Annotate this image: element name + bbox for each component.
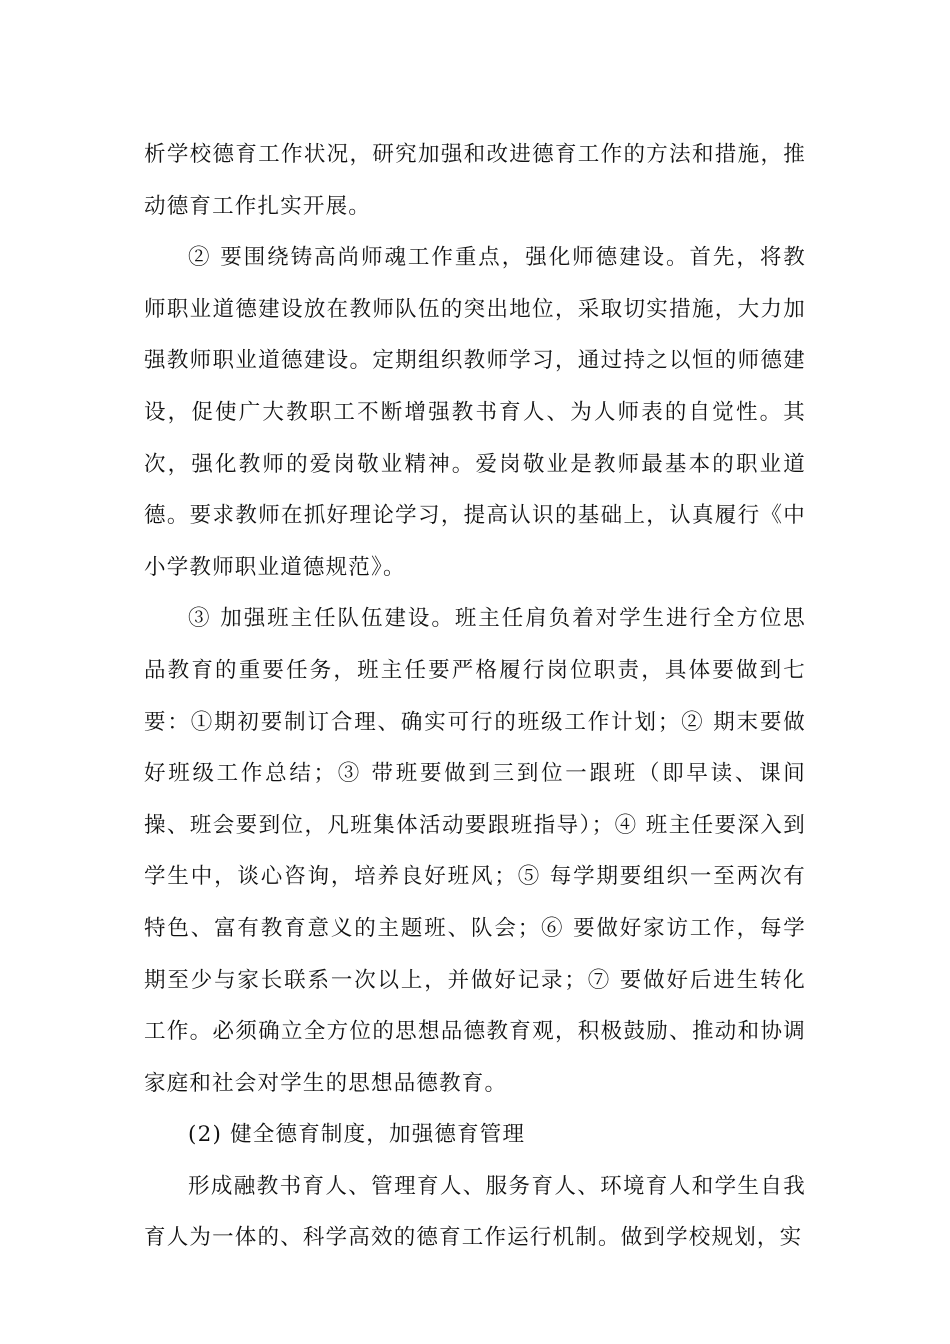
document-body	[144, 129, 806, 1264]
paragraph-head-teacher-team: ③ 加强班主任队伍建设。班主任肩负着对学生进行全方位思品教育的重要任务，班主任要严格履行岗位职责，具体要做到七要：①期初要制订合理、确实可行的班级工作计划；② 期末要做好班级工作总结；③ 带班要做到三到位一跟班（即早读、课间操、班会要到位，凡班集体活动要跟班指导）；④ 班主任要深入到学生中，谈心咨询，培养良好班风；⑤ 每学期要组织一至两次有特色、富有教育意义的主题班、队会；⑥ 要做好家访工作，每学期至少与家长联系一次以上，并做好记录；⑦ 要做好后进生转化工作。必须确立全方位的思想品德教育观，积极鼓励、推动和协调家庭和社会对学生的思想品德教育。	[144, 606, 806, 1096]
paragraph-mechanism: 形成融教书育人、管理育人、服务育人、环境育人和学生自我育人为一体的、科学高效的德育工作运行机制。做到学校规划，实	[144, 1173, 806, 1251]
paragraph-teacher-ethics: ② 要围绕铸高尚师魂工作重点，强化师德建设。首先，将教师职业道德建设放在教师队伍的突出地位，采取切实措施，大力加强教师职业道德建设。定期组织教师学习，通过持之以恒的师德建设，促使广大教职工不断增强教书育人、为人师表的自觉性。其次，强化教师的爱岗敬业精神。爱岗敬业是教师最基本的职业道德。要求教师在抓好理论学习，提高认识的基础上，认真履行《中小学教师职业道德规范》。	[144, 245, 806, 580]
paragraph-1-continuation: 析学校德育工作状况，研究加强和改进德育工作的方法和措施，推动德育工作扎实开展。	[144, 142, 806, 219]
section-heading-moral-system: (2) 健全德育制度，加强德育管理	[188, 1122, 526, 1148]
